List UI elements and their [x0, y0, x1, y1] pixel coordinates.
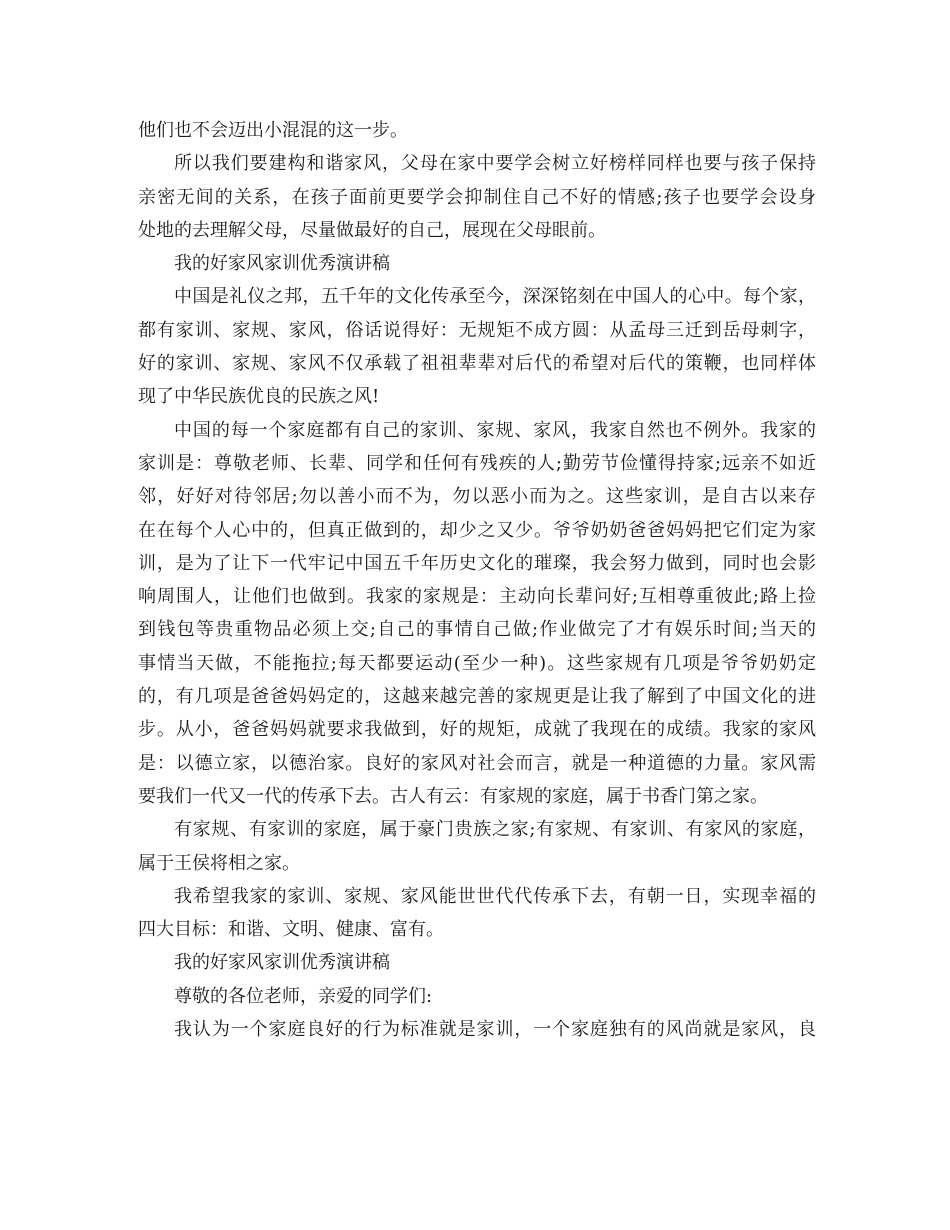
text-line: 有家规、有家训的家庭，属于豪门贵族之家;有家规、有家训、有家风的家庭， [174, 819, 816, 841]
text-line: 他们也不会迈出小混混的这一步。 [138, 120, 408, 141]
text-line: 好的家训、家规、家风不仅承载了祖祖辈辈对后代的希望对后代的策鞭，也同样体 [138, 353, 816, 375]
text-line: 在在每个人心中的，但真正做到的，却少之又少。爷爷奶奶爸爸妈妈把它们定为家 [138, 519, 816, 541]
text-line: 中国是礼仪之邦，五千年的文化传承至今，深深铭刻在中国人的心中。每个家， [174, 286, 816, 308]
text-line: 家训是：尊敬老师、长辈、同学和任何有残疾的人;勤劳节俭懂得持家;远亲不如近 [138, 452, 816, 474]
text-line: 所以我们要建构和谐家风，父母在家中要学会树立好榜样同样也要与孩子保持 [174, 153, 816, 175]
text-line: 我的好家风家训优秀演讲稿 [174, 253, 390, 275]
text-line: 我的好家风家训优秀演讲稿 [174, 952, 390, 974]
text-line: 事情当天做，不能拖拉;每天都要运动(至少一种)。这些家规有几项是爷爷奶奶定 [138, 652, 816, 674]
text-line: 到钱包等贵重物品必须上交;自己的事情自己做;作业做完了才有娱乐时间;当天的 [138, 619, 816, 641]
text-line: 的，有几项是爸爸妈妈定的，这越来越完善的家规更是让我了解到了中国文化的进 [138, 686, 816, 708]
text-line: 现了中华民族优良的民族之风! [138, 386, 380, 408]
text-line: 处地的去理解父母，尽量做最好的自己，展现在父母眼前。 [138, 219, 606, 241]
text-line: 我认为一个家庭良好的行为标准就是家训，一个家庭独有的风尚就是家风，良 [174, 1019, 816, 1041]
document-body [138, 114, 816, 1046]
text-line: 尊敬的各位老师，亲爱的同学们: [174, 985, 433, 1007]
text-line: 属于王侯将相之家。 [138, 852, 300, 874]
text-line: 中国的每一个家庭都有自己的家训、家规、家风，我家自然也不例外。我家的 [174, 419, 816, 441]
text-line: 是：以德立家，以德治家。良好的家风对社会而言，就是一种道德的力量。家风需 [138, 752, 816, 774]
text-line: 邻，好好对待邻居;勿以善小而不为，勿以恶小而为之。这些家训，是自古以来存 [138, 486, 816, 508]
text-line: 要我们一代又一代的传承下去。古人有云：有家规的家庭，属于书香门第之家。 [138, 785, 768, 807]
text-line: 都有家训、家规、家风，俗话说得好：无规矩不成方圆：从孟母三迁到岳母刺字， [138, 319, 816, 341]
text-line: 亲密无间的关系，在孩子面前更要学会抑制住自己不好的情感;孩子也要学会设身 [138, 186, 816, 208]
text-line: 四大目标：和谐、文明、健康、富有。 [138, 919, 444, 941]
text-line: 响周围人，让他们也做到。我家的家规是：主动向长辈问好;互相尊重彼此;路上捡 [138, 586, 816, 608]
text-line: 我希望我家的家训、家规、家风能世世代代传承下去，有朝一日，实现幸福的 [174, 885, 816, 907]
text-line: 步。从小，爸爸妈妈就要求我做到，好的规矩，成就了我现在的成绩。我家的家风 [138, 719, 816, 741]
text-line: 训，是为了让下一代牢记中国五千年历史文化的璀璨，我会努力做到，同时也会影 [138, 552, 816, 574]
